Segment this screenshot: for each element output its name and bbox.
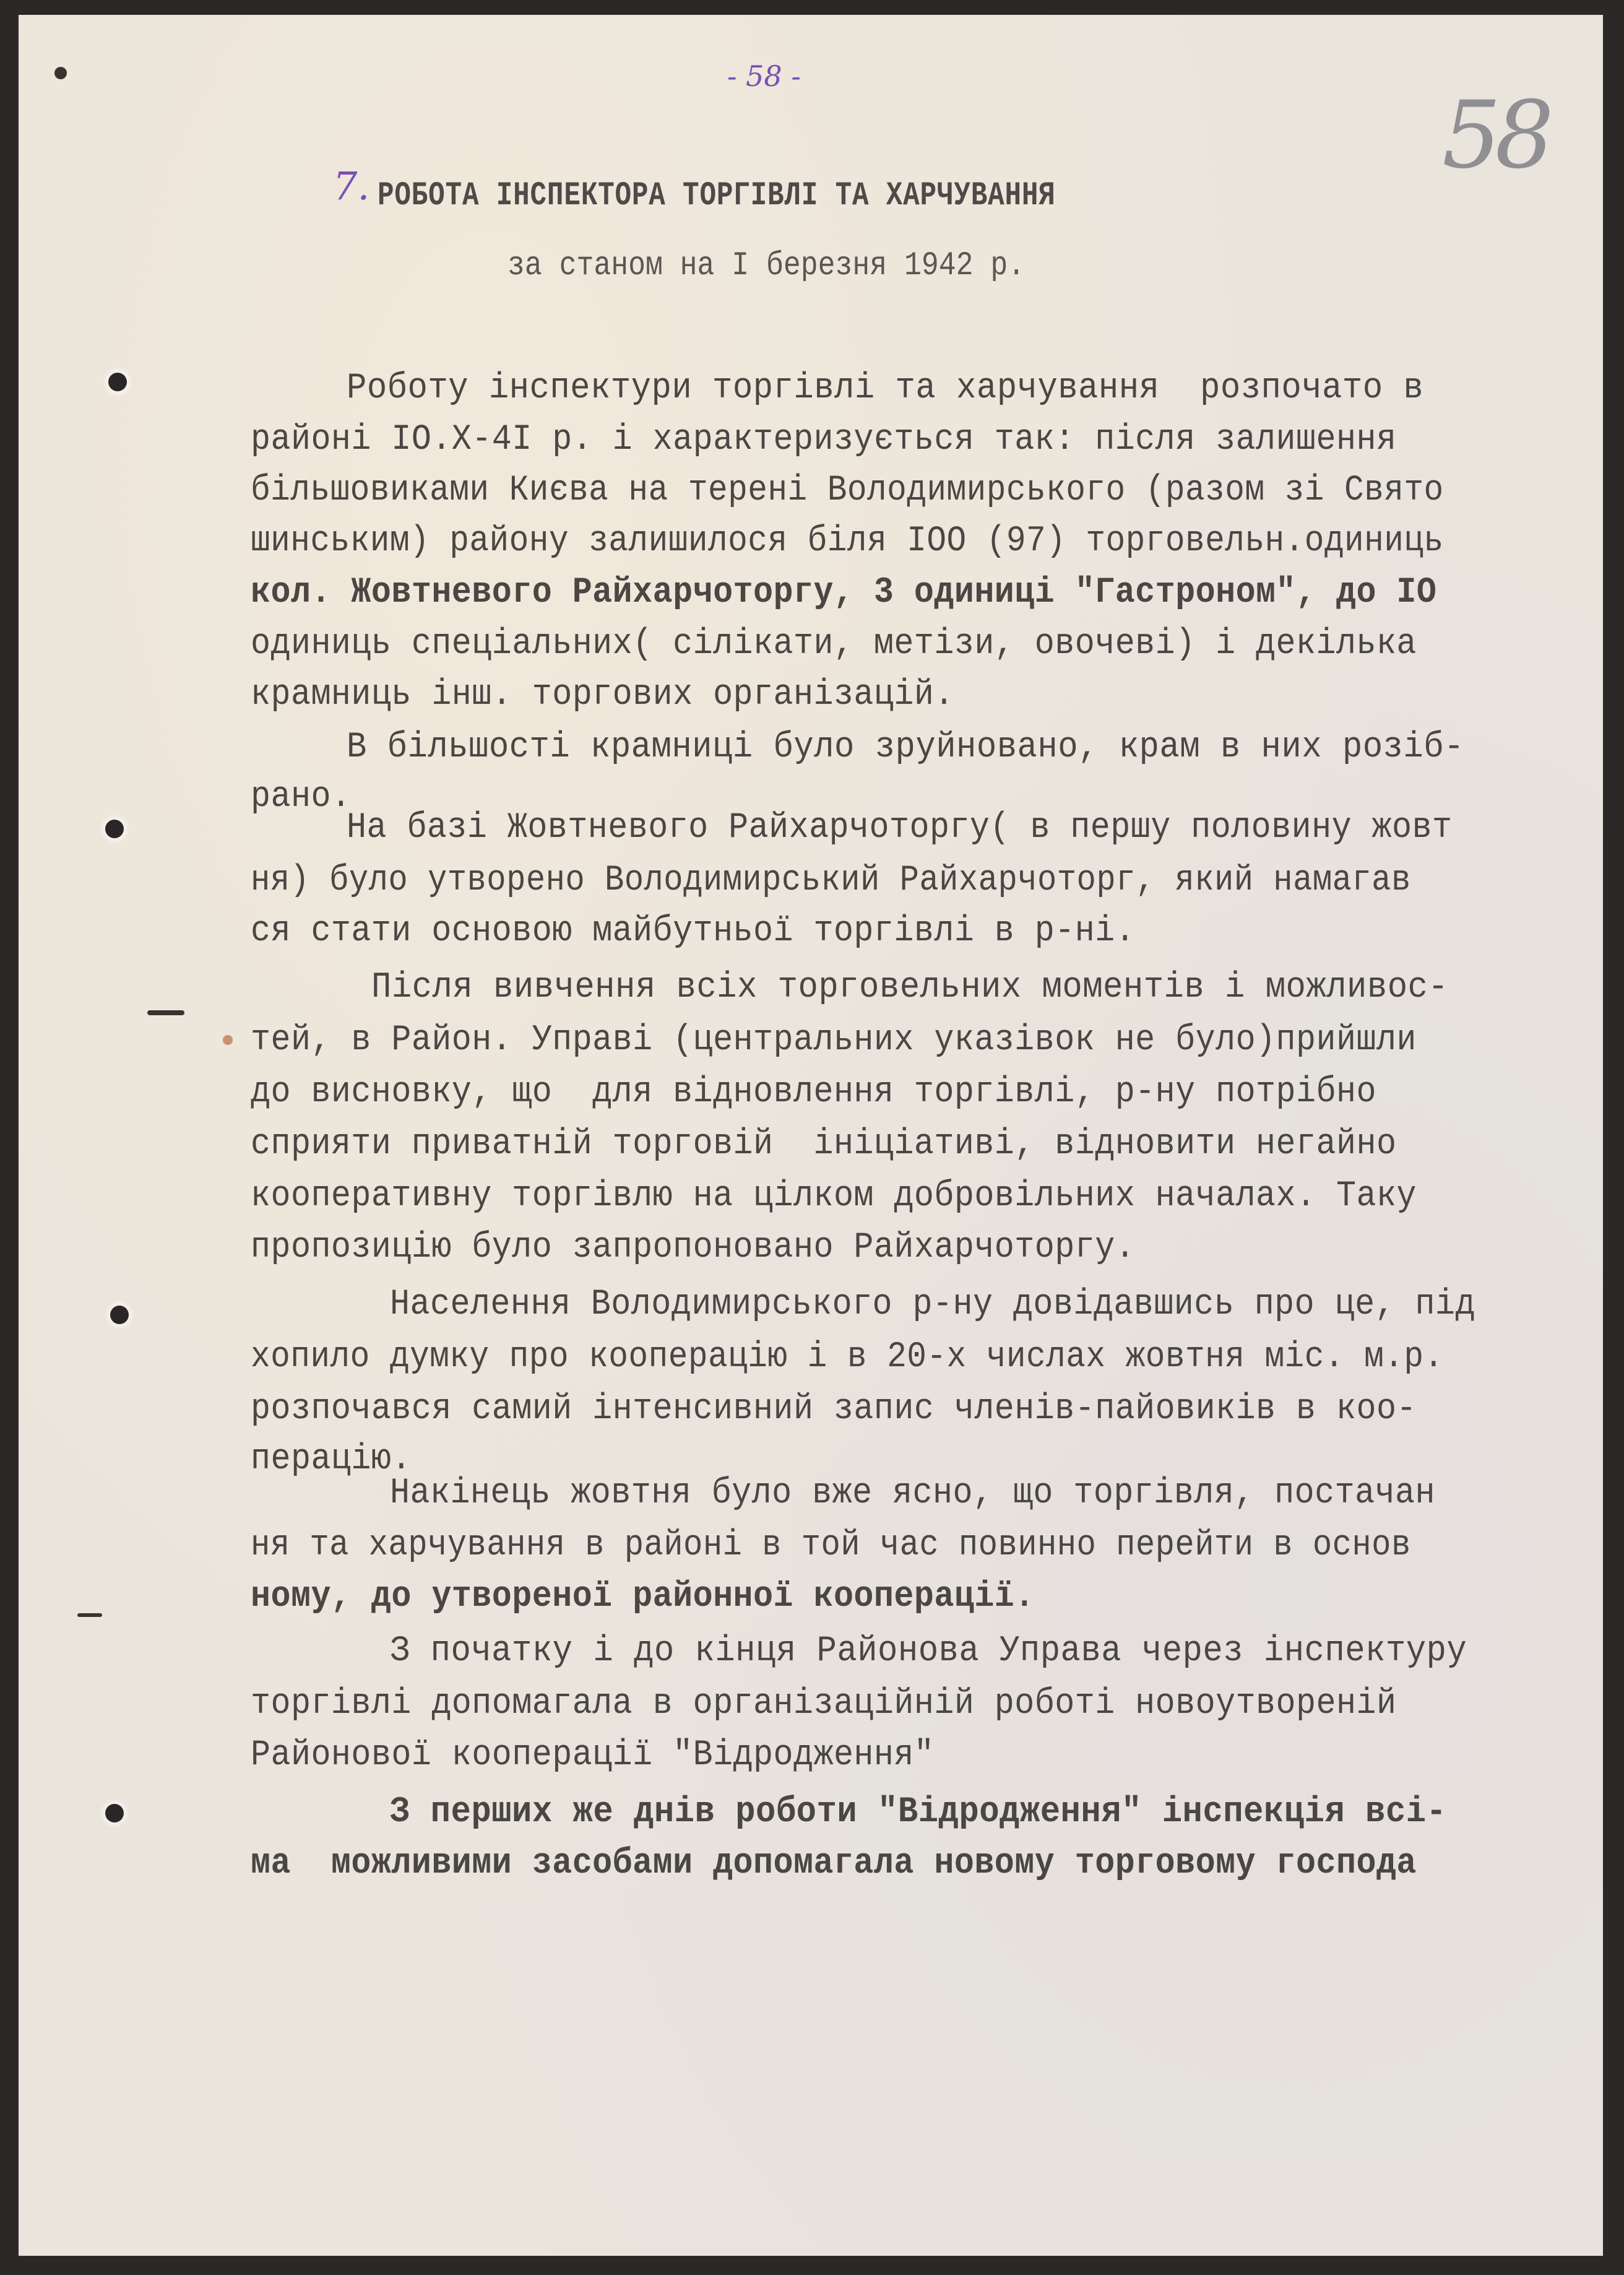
text-line: тей, в Район. Управі (центральних указівок не було)прийшли xyxy=(251,1020,1417,1060)
text-line: В більшості крамниці було зруйновано, крам в них розіб- xyxy=(347,727,1464,768)
text-line: хопило думку про кооперацію і в 20-х числах жовтня міс. м.р. xyxy=(251,1337,1444,1377)
text-line: розпочався самий інтенсивний запис членів-пайовиків в коо- xyxy=(251,1389,1417,1429)
punch-hole xyxy=(108,373,127,391)
section-marker: 7. xyxy=(333,163,370,209)
text-line: шинським) району залишилося біля ІОО (97) торговельн.одиниць xyxy=(251,521,1444,561)
text-line: ся стати основою майбутньої торгівлі в р-ні. xyxy=(251,911,1136,951)
paper-tear xyxy=(147,1010,184,1015)
text-line: більшовиками Києва на терені Володимирського (разом зі Свято xyxy=(251,470,1444,511)
text-line: З перших же днів роботи "Відродження" інспекція всі- xyxy=(390,1792,1447,1832)
page-number-handwritten: - 58 - xyxy=(727,59,801,93)
text-line: кол. Жовтневого Райхарчоторгу, 3 одиниці "Гастроном", до ІО xyxy=(251,573,1437,613)
text-line: Накінець жовтня було вже ясно, що торгівля, постачан xyxy=(390,1473,1436,1514)
text-line: ня та харчування в районі в той час повинно перейти в основ xyxy=(251,1525,1411,1566)
text-line: ному, до утвореної районної кооперації. xyxy=(251,1577,1035,1617)
paper-tear xyxy=(77,1613,102,1617)
text-line: сприяти приватній торговій ініціативі, відновити негайно xyxy=(251,1124,1397,1164)
text-line: перацію. xyxy=(251,1439,412,1480)
document-subtitle: за станом на І березня 1942 р. xyxy=(508,247,1026,285)
punch-hole xyxy=(110,1306,129,1324)
page-number-corner: 58 xyxy=(1442,82,1548,189)
text-line: рано. xyxy=(251,777,352,817)
text-line: Роботу інспектури торгівлі та харчування розпочато в xyxy=(347,368,1424,409)
text-line: ня) було утворено Володимирський Райхарчоторг, який намагав xyxy=(251,860,1411,901)
rust-stain xyxy=(223,1035,233,1045)
text-line: Після вивчення всіх торговельних моментів і можливос- xyxy=(371,968,1449,1008)
text-line: кооперативну торгівлю на цілком добровільних началах. Таку xyxy=(251,1176,1417,1216)
text-line: торгівлі допомагала в організаційній роботі новоутвореній xyxy=(251,1684,1397,1724)
text-line: ма можливими засобами допомагала новому торговому господа xyxy=(251,1844,1417,1884)
punch-hole xyxy=(105,820,124,838)
text-line: районі ІО.Х-4І р. і характеризується так: після залишення xyxy=(251,420,1397,460)
text-line: Населення Володимирського р-ну довідавшись про це, під xyxy=(390,1285,1475,1325)
text-line: З початку і до кінця Районова Управа через інспектуру xyxy=(390,1631,1467,1671)
text-line: Районової кооперації "Відродження" xyxy=(251,1735,935,1775)
punch-hole xyxy=(105,1804,124,1822)
text-line: до висновку, що для відновлення торгівлі, р-ну потрібно xyxy=(251,1072,1376,1112)
text-line: одиниць спеціальних( сілікати, метізи, овочеві) і декілька xyxy=(251,624,1417,664)
text-line: пропозицію було запропоновано Райхарчоторгу. xyxy=(251,1228,1136,1268)
paper-tear xyxy=(54,67,67,79)
text-line: крамниць інш. торгових організацій. xyxy=(251,675,954,715)
text-line: На базі Жовтневого Райхарчоторгу( в першу половину жовт xyxy=(347,808,1453,848)
document-title: РОБОТА ІНСПЕКТОРА ТОРГІВЛІ ТА ХАРЧУВАННЯ xyxy=(378,177,1056,215)
document-page xyxy=(19,15,1603,2256)
